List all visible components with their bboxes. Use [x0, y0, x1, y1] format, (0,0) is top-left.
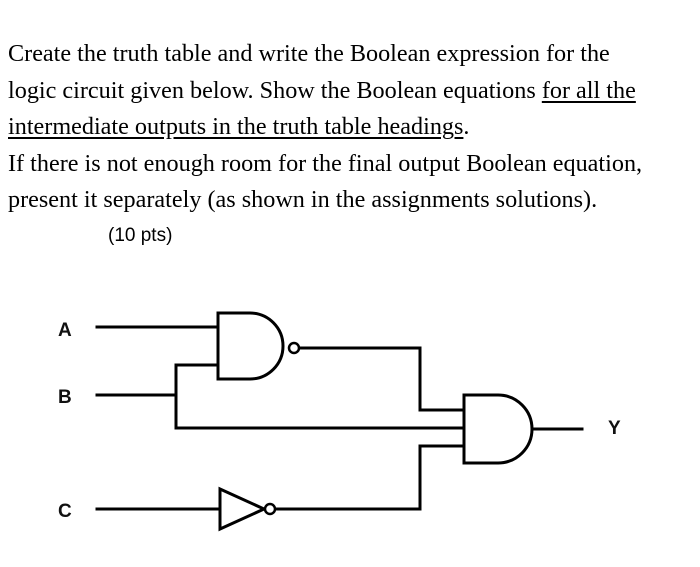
wire-not-output	[276, 446, 464, 509]
points-label: (10 pts)	[108, 225, 173, 246]
nand-gate	[218, 313, 283, 379]
input-label-b: B	[58, 387, 72, 408]
not-bubble	[265, 504, 275, 514]
question-line-1: Create the truth table and write the Boolean expression for the	[8, 40, 610, 67]
question-line-3-underlined: intermediate outputs in the truth table headings	[8, 113, 464, 141]
output-label-y: Y	[608, 418, 621, 439]
question-line-2-underlined: for all the	[541, 76, 636, 104]
question-line-4: If there is not enough room for the final output Boolean equation,	[8, 149, 643, 177]
input-label-a: A	[58, 320, 72, 341]
nand-bubble	[289, 343, 299, 353]
and-gate	[464, 395, 532, 463]
question-line-5: present it separately (as shown in the assignments solutions).	[8, 186, 598, 214]
question-line-3-period: .	[463, 113, 470, 141]
wire-nand-output	[300, 348, 464, 410]
input-label-c: C	[58, 501, 72, 522]
question-line-2-text: logic circuit given below. Show the Boolean equations	[8, 76, 542, 104]
not-gate	[220, 489, 264, 529]
